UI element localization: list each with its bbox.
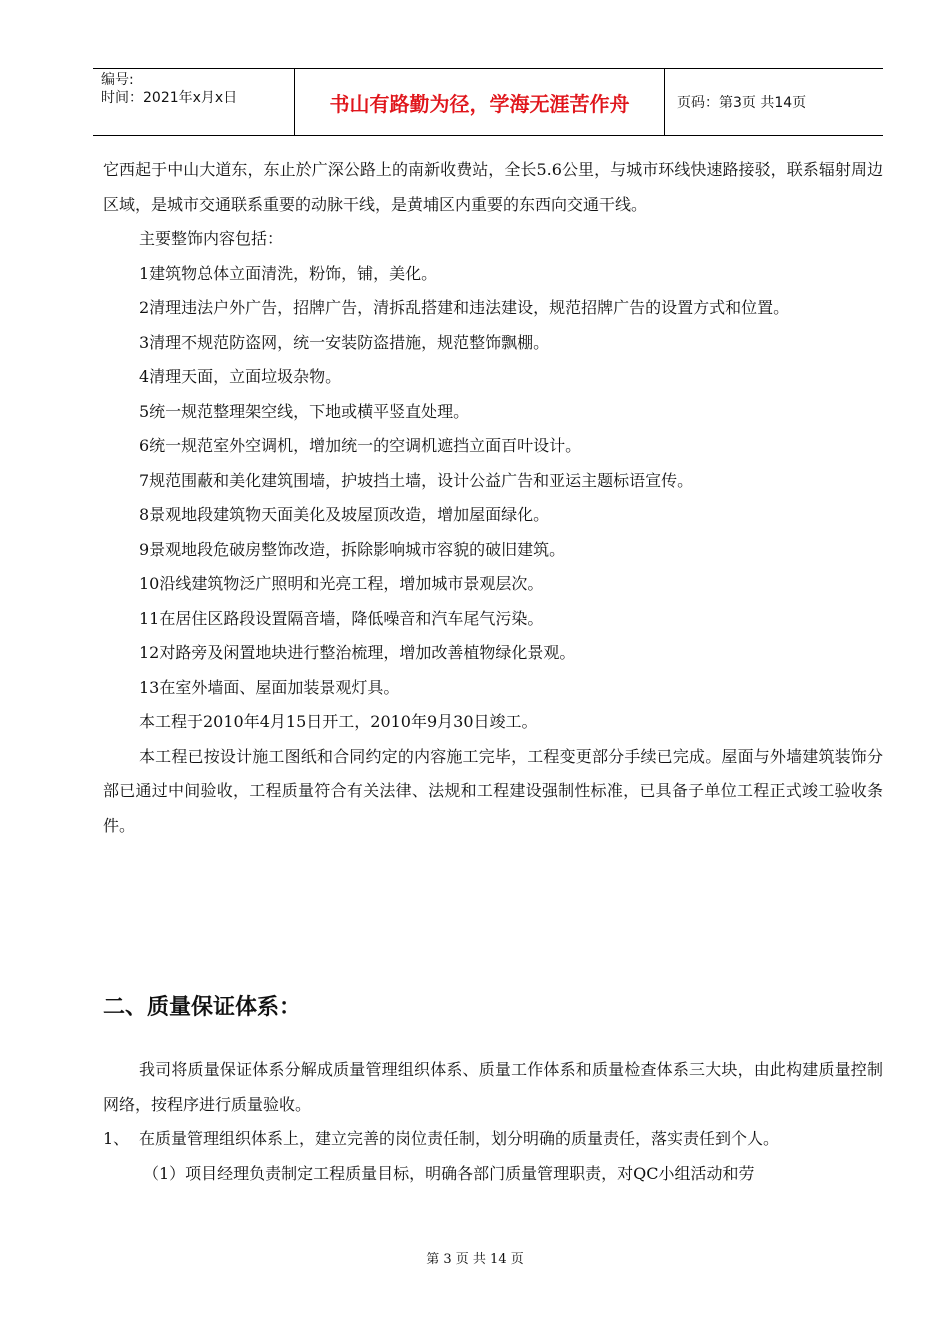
header-motto: 书山有路勤为径，学海无涯苦作舟 xyxy=(295,69,665,135)
list-item: 7规范围蔽和美化建筑围墙，护坡挡土墙，设计公益广告和亚运主题标语宣传。 xyxy=(139,470,694,490)
point-number: 1、 xyxy=(103,1129,130,1148)
header-table xyxy=(93,68,883,136)
completion-paragraph: 本工程已按设计施工图纸和合同约定的内容施工完毕，工程变更部分手续已完成。屋面与外墙建筑装饰分部已通过中间验收，工程质量符合有关法律、法规和工程建设强制性标准，已具备子单位工程正式竣工验收条件。 xyxy=(103,746,883,835)
document-number-label: 编号: xyxy=(101,72,134,88)
list-item: 9景观地段危破房整饰改造，拆除影响城市容貌的破旧建筑。 xyxy=(139,539,566,559)
list-item: 3清理不规范防盗网，统一安装防盗措施，规范整饰飘棚。 xyxy=(139,332,550,352)
schedule-paragraph: 本工程于2010年4月15日开工，2010年9月30日竣工。 xyxy=(139,712,538,731)
list-item: 10沿线建筑物泛广照明和光亮工程，增加城市景观层次。 xyxy=(139,574,544,593)
header-meta xyxy=(93,69,295,135)
list-item: 2清理违法户外广告，招牌广告，清拆乱搭建和违法建设，规范招牌广告的设置方式和位置。 xyxy=(139,298,790,317)
list-item: 1建筑物总体立面清洗，粉饰，铺，美化。 xyxy=(139,263,438,283)
section-intro: 我司将质量保证体系分解成质量管理组织体系、质量工作体系和质量检查体系三大块，由此构建质量控制网络，按程序进行质量验收。 xyxy=(103,1060,883,1114)
list-item: 6统一规范室外空调机，增加统一的空调机遮挡立面百叶设计。 xyxy=(139,436,582,455)
main-contents-label: 主要整饰内容包括： xyxy=(139,229,284,248)
header-page-info: 页码：第3页 共14页 xyxy=(677,95,807,111)
page-footer: 第 3 页 共 14 页 xyxy=(426,1252,524,1267)
point-text: 在质量管理组织体系上，建立完善的岗位责任制，划分明确的质量责任，落实责任到个人。 xyxy=(139,1129,780,1148)
section-body xyxy=(103,1053,883,1191)
sub-point: （1）项目经理负责制定工程质量目标，明确各部门质量管理职责，对QC小组活动和劳 xyxy=(143,1163,755,1183)
list-item: 5统一规范整理架空线，下地或横平竖直处理。 xyxy=(139,401,470,421)
list-item: 8景观地段建筑物天面美化及坡屋顶改造，增加屋面绿化。 xyxy=(139,505,550,524)
document-time-label: 时间：2021年x月x日 xyxy=(101,90,238,106)
intro-paragraph: 它西起于中山大道东，东止於广深公路上的南新收费站，全长5.6公里，与城市环线快速路接驳，联系辐射周边区域，是城市交通联系重要的动脉干线，是黄埔区内重要的东西向交通干线。 xyxy=(103,160,883,214)
body-text xyxy=(103,153,883,843)
list-item: 12对路旁及闲置地块进行整治梳理，增加改善植物绿化景观。 xyxy=(139,643,576,662)
list-item: 11在居住区路段设置隔音墙，降低噪音和汽车尾气污染。 xyxy=(139,608,544,628)
numbered-point xyxy=(103,1122,883,1157)
list-item: 13在室外墙面、屋面加装景观灯具。 xyxy=(139,677,400,697)
section-title: 二、质量保证体系： xyxy=(103,995,302,1020)
list-item: 4清理天面，立面垃圾杂物。 xyxy=(139,367,342,386)
